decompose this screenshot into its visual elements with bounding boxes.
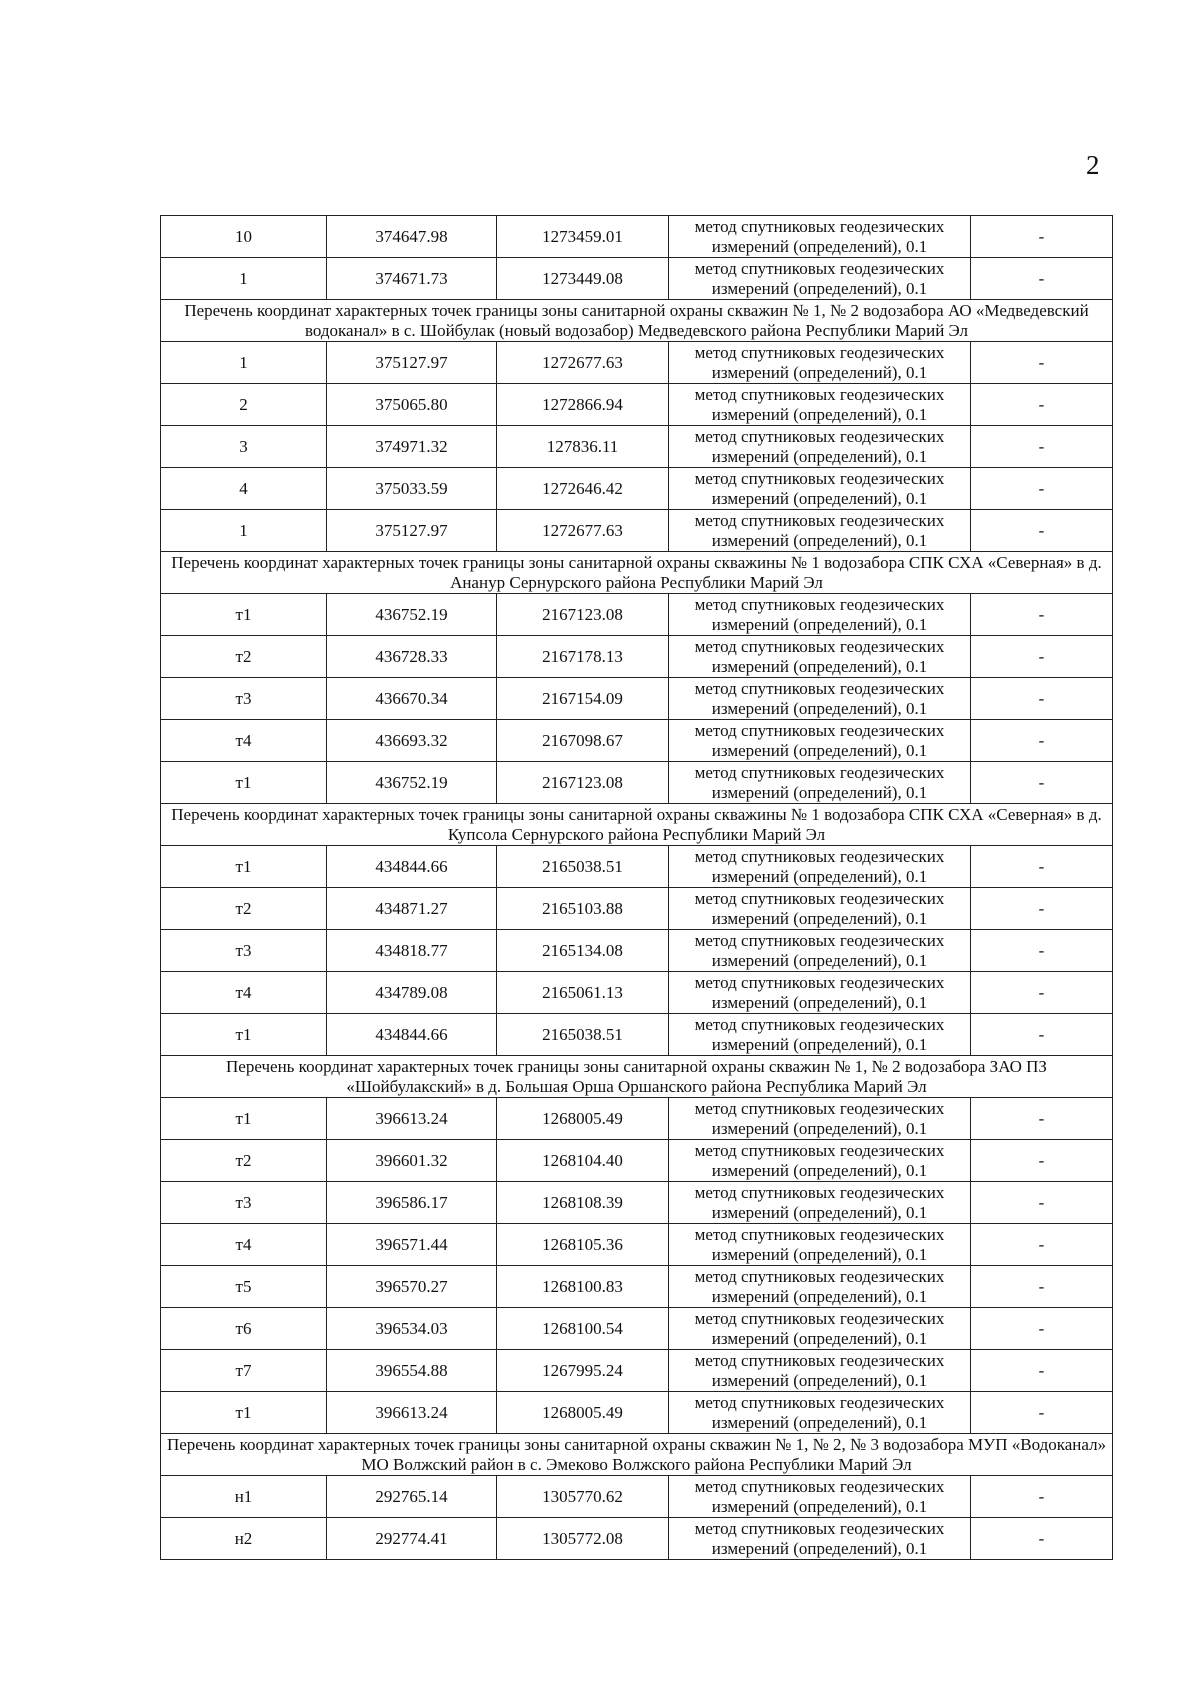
note-cell: - xyxy=(971,930,1113,972)
method-line-2: измерений (определений), 0.1 xyxy=(711,446,928,466)
point-label-cell: т4 xyxy=(161,720,327,762)
point-label-cell: 1 xyxy=(161,258,327,300)
point-label-cell: н2 xyxy=(161,1518,327,1560)
x-coordinate-cell: 434844.66 xyxy=(327,1014,497,1056)
x-coordinate-cell: 436693.32 xyxy=(327,720,497,762)
y-coordinate-cell: 2165061.13 xyxy=(497,972,669,1014)
section-title: Перечень координат характерных точек границы зоны санитарной охраны скважин № 1, № 2 водозабора АО «Медведевский водоканал» в с. Шойбулак (новый водозабор) Медведевского района Республики Марий Эл xyxy=(161,300,1113,342)
coordinates-table-body xyxy=(161,216,1113,1560)
note-cell: - xyxy=(971,594,1113,636)
method-line-1: метод спутниковых геодезических xyxy=(694,888,945,908)
method-line-1: метод спутниковых геодезических xyxy=(694,1014,945,1034)
method-line-2: измерений (определений), 0.1 xyxy=(711,530,928,550)
method-line-2: измерений (определений), 0.1 xyxy=(711,1034,928,1054)
method-cell xyxy=(669,1098,971,1140)
x-coordinate-cell: 396613.24 xyxy=(327,1392,497,1434)
note-cell: - xyxy=(971,1476,1113,1518)
x-coordinate-cell: 396601.32 xyxy=(327,1140,497,1182)
section-title: Перечень координат характерных точек границы зоны санитарной охраны скважин № 1, № 2, № 3 водозабора МУП «Водоканал» МО Волжский район в с. Эмеково Волжского района Республики Марий Эл xyxy=(161,1434,1113,1476)
method-cell xyxy=(669,1476,971,1518)
point-label-cell: т5 xyxy=(161,1266,327,1308)
method-line-2: измерений (определений), 0.1 xyxy=(711,1202,928,1222)
x-coordinate-cell: 396613.24 xyxy=(327,1098,497,1140)
y-coordinate-cell: 1267995.24 xyxy=(497,1350,669,1392)
y-coordinate-cell: 1268105.36 xyxy=(497,1224,669,1266)
table-row xyxy=(161,216,1113,258)
x-coordinate-cell: 436752.19 xyxy=(327,762,497,804)
point-label-cell: т1 xyxy=(161,594,327,636)
section-title: Перечень координат характерных точек границы зоны санитарной охраны скважины № 1 водозабора СПК СХА «Северная» в д. Купсола Сернурского района Республики Марий Эл xyxy=(161,804,1113,846)
point-label-cell: н1 xyxy=(161,1476,327,1518)
table-row xyxy=(161,1392,1113,1434)
note-cell: - xyxy=(971,1350,1113,1392)
y-coordinate-cell: 2167123.08 xyxy=(497,762,669,804)
x-coordinate-cell: 396534.03 xyxy=(327,1308,497,1350)
method-line-2: измерений (определений), 0.1 xyxy=(711,404,928,424)
method-line-2: измерений (определений), 0.1 xyxy=(711,1118,928,1138)
method-cell xyxy=(669,594,971,636)
y-coordinate-cell: 2165134.08 xyxy=(497,930,669,972)
method-cell xyxy=(669,1014,971,1056)
table-row xyxy=(161,888,1113,930)
note-cell: - xyxy=(971,426,1113,468)
x-coordinate-cell: 396554.88 xyxy=(327,1350,497,1392)
method-line-2: измерений (определений), 0.1 xyxy=(711,866,928,886)
method-line-1: метод спутниковых геодезических xyxy=(694,1098,945,1118)
y-coordinate-cell: 2167098.67 xyxy=(497,720,669,762)
note-cell: - xyxy=(971,1182,1113,1224)
note-cell: - xyxy=(971,1266,1113,1308)
point-label-cell: т2 xyxy=(161,888,327,930)
y-coordinate-cell: 2165038.51 xyxy=(497,1014,669,1056)
x-coordinate-cell: 292774.41 xyxy=(327,1518,497,1560)
method-line-1: метод спутниковых геодезических xyxy=(694,972,945,992)
table-row xyxy=(161,1182,1113,1224)
x-coordinate-cell: 396586.17 xyxy=(327,1182,497,1224)
table-row xyxy=(161,1014,1113,1056)
note-cell: - xyxy=(971,846,1113,888)
point-label-cell: 1 xyxy=(161,510,327,552)
method-cell xyxy=(669,888,971,930)
point-label-cell: т2 xyxy=(161,636,327,678)
note-cell: - xyxy=(971,762,1113,804)
y-coordinate-cell: 1272866.94 xyxy=(497,384,669,426)
table-row xyxy=(161,720,1113,762)
y-coordinate-cell: 1273459.01 xyxy=(497,216,669,258)
method-line-2: измерений (определений), 0.1 xyxy=(711,656,928,676)
table-row xyxy=(161,846,1113,888)
method-cell xyxy=(669,762,971,804)
method-line-1: метод спутниковых геодезических xyxy=(694,510,945,530)
method-cell xyxy=(669,258,971,300)
x-coordinate-cell: 375127.97 xyxy=(327,510,497,552)
note-cell: - xyxy=(971,1098,1113,1140)
section-header-row xyxy=(161,300,1113,342)
table-row xyxy=(161,258,1113,300)
point-label-cell: т6 xyxy=(161,1308,327,1350)
note-cell: - xyxy=(971,720,1113,762)
method-cell xyxy=(669,342,971,384)
table-row xyxy=(161,1308,1113,1350)
x-coordinate-cell: 436752.19 xyxy=(327,594,497,636)
section-header-row xyxy=(161,804,1113,846)
method-line-1: метод спутниковых геодезических xyxy=(694,1518,945,1538)
table-row xyxy=(161,384,1113,426)
method-cell xyxy=(669,510,971,552)
method-line-1: метод спутниковых геодезических xyxy=(694,678,945,698)
x-coordinate-cell: 375065.80 xyxy=(327,384,497,426)
method-line-2: измерений (определений), 0.1 xyxy=(711,488,928,508)
note-cell: - xyxy=(971,1518,1113,1560)
table-row xyxy=(161,636,1113,678)
method-line-2: измерений (определений), 0.1 xyxy=(711,782,928,802)
method-line-1: метод спутниковых геодезических xyxy=(694,1182,945,1202)
point-label-cell: т1 xyxy=(161,762,327,804)
table-row xyxy=(161,1476,1113,1518)
method-line-2: измерений (определений), 0.1 xyxy=(711,740,928,760)
table-row xyxy=(161,468,1113,510)
method-line-1: метод спутниковых геодезических xyxy=(694,846,945,866)
x-coordinate-cell: 375127.97 xyxy=(327,342,497,384)
point-label-cell: т1 xyxy=(161,1098,327,1140)
method-cell xyxy=(669,1140,971,1182)
x-coordinate-cell: 396571.44 xyxy=(327,1224,497,1266)
method-cell xyxy=(669,384,971,426)
method-line-2: измерений (определений), 0.1 xyxy=(711,1244,928,1264)
table-row xyxy=(161,972,1113,1014)
y-coordinate-cell: 1268005.49 xyxy=(497,1098,669,1140)
x-coordinate-cell: 292765.14 xyxy=(327,1476,497,1518)
note-cell: - xyxy=(971,510,1113,552)
x-coordinate-cell: 434871.27 xyxy=(327,888,497,930)
x-coordinate-cell: 434818.77 xyxy=(327,930,497,972)
y-coordinate-cell: 1273449.08 xyxy=(497,258,669,300)
note-cell: - xyxy=(971,1308,1113,1350)
section-header-row xyxy=(161,1434,1113,1476)
section-title: Перечень координат характерных точек границы зоны санитарной охраны скважин № 1, № 2 водозабора ЗАО ПЗ «Шойбулакский» в д. Большая Орша Оршанского района Республика Марий Эл xyxy=(161,1056,1113,1098)
point-label-cell: т1 xyxy=(161,846,327,888)
y-coordinate-cell: 2167178.13 xyxy=(497,636,669,678)
method-cell xyxy=(669,426,971,468)
note-cell: - xyxy=(971,384,1113,426)
method-line-2: измерений (определений), 0.1 xyxy=(711,1412,928,1432)
method-line-2: измерений (определений), 0.1 xyxy=(711,614,928,634)
y-coordinate-cell: 1272677.63 xyxy=(497,342,669,384)
y-coordinate-cell: 127836.11 xyxy=(497,426,669,468)
table-row xyxy=(161,930,1113,972)
note-cell: - xyxy=(971,1014,1113,1056)
y-coordinate-cell: 1272646.42 xyxy=(497,468,669,510)
note-cell: - xyxy=(971,216,1113,258)
point-label-cell: 1 xyxy=(161,342,327,384)
y-coordinate-cell: 1268100.54 xyxy=(497,1308,669,1350)
section-header-row xyxy=(161,552,1113,594)
method-line-2: измерений (определений), 0.1 xyxy=(711,1160,928,1180)
method-line-2: измерений (определений), 0.1 xyxy=(711,1496,928,1516)
method-cell xyxy=(669,1182,971,1224)
method-line-2: измерений (определений), 0.1 xyxy=(711,278,928,298)
method-cell xyxy=(669,846,971,888)
method-line-2: измерений (определений), 0.1 xyxy=(711,950,928,970)
method-line-1: метод спутниковых геодезических xyxy=(694,426,945,446)
x-coordinate-cell: 374671.73 xyxy=(327,258,497,300)
method-line-1: метод спутниковых геодезических xyxy=(694,1476,945,1496)
method-line-1: метод спутниковых геодезических xyxy=(694,216,945,236)
note-cell: - xyxy=(971,678,1113,720)
method-line-1: метод спутниковых геодезических xyxy=(694,594,945,614)
method-line-2: измерений (определений), 0.1 xyxy=(711,1328,928,1348)
method-line-1: метод спутниковых геодезических xyxy=(694,342,945,362)
method-cell xyxy=(669,1392,971,1434)
y-coordinate-cell: 1268100.83 xyxy=(497,1266,669,1308)
page-number: 2 xyxy=(1086,150,1100,180)
x-coordinate-cell: 436670.34 xyxy=(327,678,497,720)
note-cell: - xyxy=(971,1224,1113,1266)
method-line-1: метод спутниковых геодезических xyxy=(694,468,945,488)
y-coordinate-cell: 1268108.39 xyxy=(497,1182,669,1224)
method-line-1: метод спутниковых геодезических xyxy=(694,930,945,950)
method-line-1: метод спутниковых геодезических xyxy=(694,258,945,278)
method-line-2: измерений (определений), 0.1 xyxy=(711,1286,928,1306)
table-row xyxy=(161,1140,1113,1182)
coordinates-table xyxy=(160,215,1113,1560)
method-line-2: измерений (определений), 0.1 xyxy=(711,236,928,256)
method-line-1: метод спутниковых геодезических xyxy=(694,762,945,782)
method-cell xyxy=(669,636,971,678)
method-line-2: измерений (определений), 0.1 xyxy=(711,698,928,718)
note-cell: - xyxy=(971,258,1113,300)
x-coordinate-cell: 375033.59 xyxy=(327,468,497,510)
point-label-cell: 2 xyxy=(161,384,327,426)
method-cell xyxy=(669,1266,971,1308)
point-label-cell: т2 xyxy=(161,1140,327,1182)
table-row xyxy=(161,426,1113,468)
table-row xyxy=(161,1350,1113,1392)
method-line-1: метод спутниковых геодезических xyxy=(694,1140,945,1160)
note-cell: - xyxy=(971,636,1113,678)
x-coordinate-cell: 434789.08 xyxy=(327,972,497,1014)
method-line-2: измерений (определений), 0.1 xyxy=(711,992,928,1012)
note-cell: - xyxy=(971,468,1113,510)
y-coordinate-cell: 2165103.88 xyxy=(497,888,669,930)
y-coordinate-cell: 1272677.63 xyxy=(497,510,669,552)
method-cell xyxy=(669,1224,971,1266)
point-label-cell: т7 xyxy=(161,1350,327,1392)
section-title: Перечень координат характерных точек границы зоны санитарной охраны скважины № 1 водозабора СПК СХА «Северная» в д. Ананур Сернурского района Республики Марий Эл xyxy=(161,552,1113,594)
x-coordinate-cell: 374971.32 xyxy=(327,426,497,468)
table-row xyxy=(161,594,1113,636)
point-label-cell: т1 xyxy=(161,1014,327,1056)
note-cell: - xyxy=(971,1140,1113,1182)
method-cell xyxy=(669,216,971,258)
table-row xyxy=(161,1224,1113,1266)
y-coordinate-cell: 1305772.08 xyxy=(497,1518,669,1560)
x-coordinate-cell: 436728.33 xyxy=(327,636,497,678)
x-coordinate-cell: 374647.98 xyxy=(327,216,497,258)
method-cell xyxy=(669,1350,971,1392)
note-cell: - xyxy=(971,972,1113,1014)
y-coordinate-cell: 1305770.62 xyxy=(497,1476,669,1518)
method-cell xyxy=(669,720,971,762)
method-cell xyxy=(669,468,971,510)
method-line-2: измерений (определений), 0.1 xyxy=(711,362,928,382)
method-line-1: метод спутниковых геодезических xyxy=(694,1266,945,1286)
note-cell: - xyxy=(971,1392,1113,1434)
method-line-1: метод спутниковых геодезических xyxy=(694,384,945,404)
point-label-cell: 3 xyxy=(161,426,327,468)
table-row xyxy=(161,1518,1113,1560)
table-row xyxy=(161,1098,1113,1140)
method-line-1: метод спутниковых геодезических xyxy=(694,720,945,740)
x-coordinate-cell: 396570.27 xyxy=(327,1266,497,1308)
table-row xyxy=(161,510,1113,552)
y-coordinate-cell: 1268005.49 xyxy=(497,1392,669,1434)
table-row xyxy=(161,342,1113,384)
table-row xyxy=(161,678,1113,720)
point-label-cell: т3 xyxy=(161,930,327,972)
method-cell xyxy=(669,930,971,972)
method-cell xyxy=(669,678,971,720)
method-line-2: измерений (определений), 0.1 xyxy=(711,1538,928,1558)
point-label-cell: т3 xyxy=(161,678,327,720)
method-line-1: метод спутниковых геодезических xyxy=(694,1308,945,1328)
method-line-2: измерений (определений), 0.1 xyxy=(711,1370,928,1390)
y-coordinate-cell: 2167154.09 xyxy=(497,678,669,720)
point-label-cell: 4 xyxy=(161,468,327,510)
point-label-cell: т4 xyxy=(161,1224,327,1266)
note-cell: - xyxy=(971,342,1113,384)
method-cell xyxy=(669,1308,971,1350)
y-coordinate-cell: 1268104.40 xyxy=(497,1140,669,1182)
section-header-row xyxy=(161,1056,1113,1098)
method-cell xyxy=(669,972,971,1014)
method-cell xyxy=(669,1518,971,1560)
point-label-cell: т4 xyxy=(161,972,327,1014)
point-label-cell: т1 xyxy=(161,1392,327,1434)
method-line-1: метод спутниковых геодезических xyxy=(694,636,945,656)
x-coordinate-cell: 434844.66 xyxy=(327,846,497,888)
point-label-cell: 10 xyxy=(161,216,327,258)
method-line-1: метод спутниковых геодезических xyxy=(694,1224,945,1244)
method-line-1: метод спутниковых геодезических xyxy=(694,1350,945,1370)
y-coordinate-cell: 2165038.51 xyxy=(497,846,669,888)
table-row xyxy=(161,762,1113,804)
y-coordinate-cell: 2167123.08 xyxy=(497,594,669,636)
note-cell: - xyxy=(971,888,1113,930)
method-line-1: метод спутниковых геодезических xyxy=(694,1392,945,1412)
method-line-2: измерений (определений), 0.1 xyxy=(711,908,928,928)
point-label-cell: т3 xyxy=(161,1182,327,1224)
table-row xyxy=(161,1266,1113,1308)
